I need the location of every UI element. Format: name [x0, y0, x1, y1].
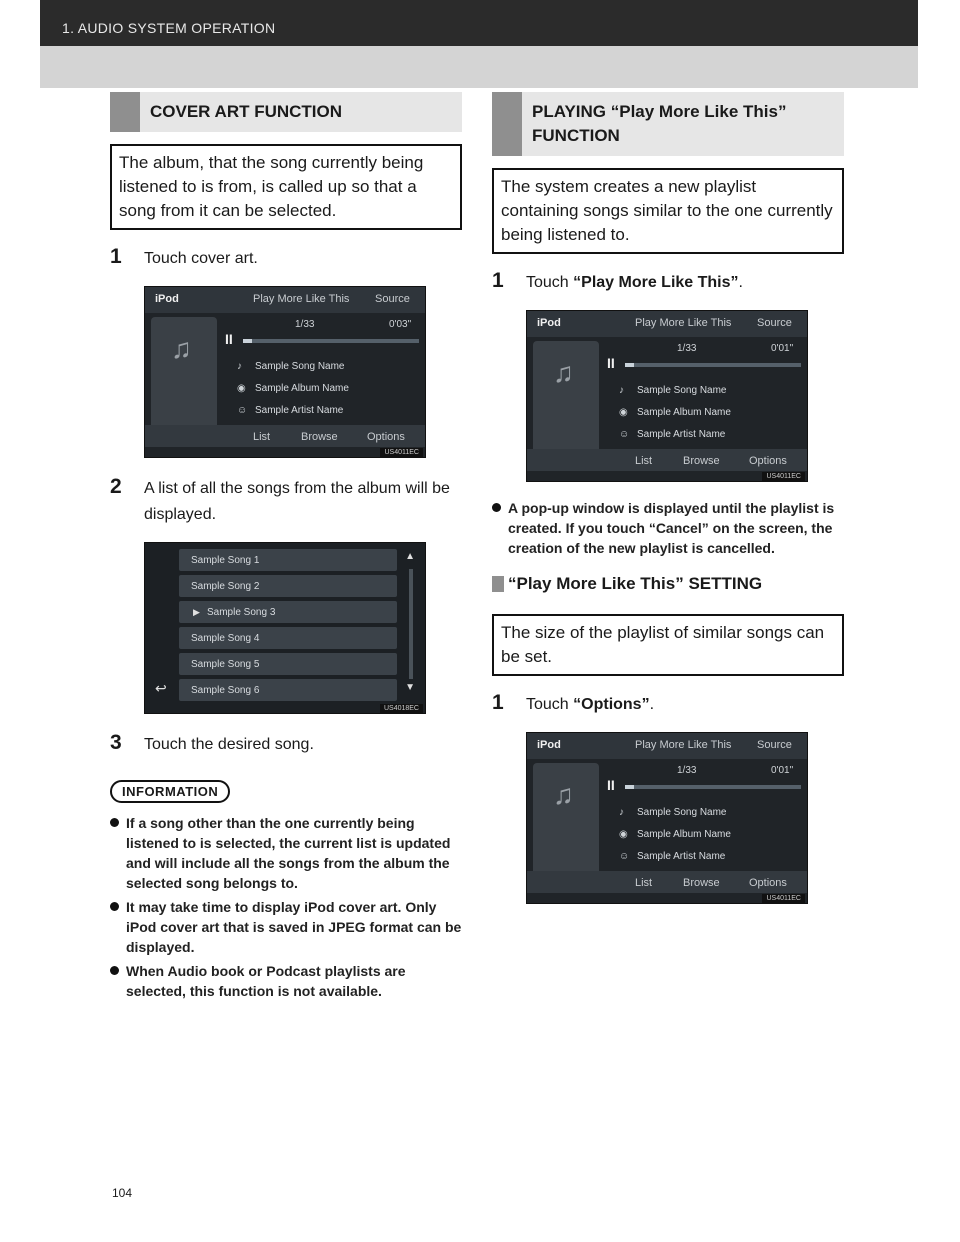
artist-icon: ☺ [619, 429, 630, 440]
bullet-text-post: on the screen, the creation of the new playlist is cancelled. [508, 520, 833, 556]
step-text [526, 692, 654, 718]
back-icon[interactable]: ↩ [155, 680, 167, 696]
source-button[interactable]: Source [375, 293, 410, 305]
player-screen-2 [526, 310, 808, 482]
step-text [526, 270, 743, 296]
options-button[interactable]: Options [749, 455, 787, 467]
pause-icon[interactable]: II [607, 355, 615, 371]
progress-fill [243, 339, 252, 343]
figure-code: US4011EC [380, 448, 423, 457]
track-number: 1/33 [677, 765, 697, 776]
source-label: iPod [537, 739, 561, 751]
play-more-note [492, 498, 844, 558]
album-name: Sample Album Name [637, 829, 731, 840]
song-icon: ♪ [619, 385, 624, 396]
bullet-dot [110, 966, 119, 975]
setting-subheading [492, 574, 844, 594]
list-item[interactable]: Sample Song 6 [179, 679, 397, 701]
step-2 [110, 474, 462, 528]
step-text: A list of all the songs from the album will be displayed. [144, 480, 450, 523]
artist-name: Sample Artist Name [255, 405, 344, 416]
bullet-text-bold: “Cancel” [648, 520, 709, 536]
step-options [492, 690, 844, 718]
step-text: Touch cover art. [144, 250, 258, 267]
section-title-text: COVER ART FUNCTION [150, 102, 343, 121]
artist-name: Sample Artist Name [637, 851, 726, 862]
source-button[interactable]: Source [757, 317, 792, 329]
step-text-pre: Touch [526, 274, 574, 291]
song-list-screen [144, 542, 426, 714]
progress-fill [625, 363, 634, 367]
section-title-text: PLAYING “Play More Like This” FUNCTION [532, 102, 787, 145]
play-more-button[interactable]: Play More Like This [635, 739, 732, 751]
right-column [492, 92, 844, 904]
left-column [110, 92, 462, 1005]
step-text-post: . [649, 696, 655, 713]
music-note-icon: ♫ [553, 779, 574, 810]
pause-icon[interactable]: II [225, 331, 233, 347]
source-button[interactable]: Source [757, 739, 792, 751]
album-icon: ◉ [619, 407, 628, 418]
player-screen-1 [144, 286, 426, 458]
song-icon: ♪ [619, 807, 624, 818]
step-text-post: . [738, 274, 743, 291]
track-number: 1/33 [295, 319, 315, 330]
bullet-item [110, 961, 462, 1001]
song-name: Sample Song Name [255, 361, 345, 372]
list-button[interactable]: List [635, 455, 653, 467]
section-title-cover-art [110, 92, 462, 132]
header-shade [40, 46, 918, 88]
album-icon: ◉ [237, 383, 246, 394]
album-name: Sample Album Name [637, 407, 731, 418]
music-note-icon: ♫ [553, 357, 574, 388]
step-3 [110, 730, 462, 758]
information-bullets [110, 813, 462, 1001]
page-header-title: 1. AUDIO SYSTEM OPERATION [62, 20, 276, 36]
song-name: Sample Song Name [637, 807, 727, 818]
section-marker [110, 92, 140, 132]
source-label: iPod [155, 293, 179, 305]
browse-button[interactable]: Browse [683, 455, 720, 467]
song-name: Sample Song Name [637, 385, 727, 396]
browse-button[interactable]: Browse [683, 877, 720, 889]
list-item[interactable]: Sample Song 2 [179, 575, 397, 597]
step-1 [492, 268, 844, 296]
figure-code: US4011EC [762, 894, 805, 903]
bullet-dot [492, 503, 501, 512]
progress-bar [625, 363, 801, 367]
step-number: 2 [110, 475, 122, 498]
step-number: 1 [110, 245, 122, 268]
step-text-bold: “Options” [573, 696, 650, 713]
bullet-text: It may take time to display iPod cover art. Only iPod cover art that is saved in JPEG format can be displayed. [126, 899, 462, 955]
list-button[interactable]: List [253, 431, 271, 443]
pause-icon[interactable]: II [607, 777, 615, 793]
progress-fill [625, 785, 634, 789]
elapsed-time: 0'03" [389, 319, 412, 330]
options-button[interactable]: Options [367, 431, 405, 443]
intro-box: The system creates a new playlist containing songs similar to the one currently being listened to. [492, 168, 844, 254]
setting-intro-box: The size of the playlist of similar songs can be set. [492, 614, 844, 676]
playing-icon: ▶ [193, 607, 200, 617]
elapsed-time: 0'01" [771, 343, 794, 354]
track-number: 1/33 [677, 343, 697, 354]
play-more-button[interactable]: Play More Like This [253, 293, 350, 305]
step-number: 1 [492, 269, 504, 292]
source-label: iPod [537, 317, 561, 329]
artist-icon: ☺ [619, 851, 630, 862]
list-item[interactable]: Sample Song 5 [179, 653, 397, 675]
subheading-marker [492, 576, 504, 592]
album-icon: ◉ [619, 829, 628, 840]
bullet-text-pre: A pop-up window is displayed until the playlist is created. If you touch [508, 500, 835, 536]
artist-name: Sample Artist Name [637, 429, 726, 440]
bullet-text: When Audio book or Podcast playlists are selected, this function is not available. [126, 963, 406, 999]
song-icon: ♪ [237, 361, 242, 372]
player-screen-3 [526, 732, 808, 904]
scroll-down-icon[interactable]: ▼ [405, 682, 415, 693]
list-item-playing[interactable]: Sample Song 3 [179, 601, 397, 623]
step-1 [110, 244, 462, 272]
scroll-up-icon[interactable]: ▲ [405, 551, 415, 562]
list-item[interactable]: Sample Song 1 [179, 549, 397, 571]
bullet-dot [110, 818, 119, 827]
elapsed-time: 0'01" [771, 765, 794, 776]
list-item[interactable]: Sample Song 4 [179, 627, 397, 649]
figure-code: US4018EC [380, 704, 423, 713]
page-number: 104 [112, 1186, 133, 1200]
options-button[interactable]: Options [749, 877, 787, 889]
section-marker [492, 92, 522, 156]
subheading-text: “Play More Like This” SETTING [508, 574, 763, 593]
browse-button[interactable]: Browse [301, 431, 338, 443]
step-text-bold: “Play More Like This” [573, 274, 739, 291]
bullet-dot [110, 902, 119, 911]
bullet-item [492, 498, 844, 558]
information-badge: INFORMATION [110, 780, 230, 803]
album-name: Sample Album Name [255, 383, 349, 394]
step-text: Touch the desired song. [144, 736, 314, 753]
scrollbar[interactable] [409, 569, 413, 679]
section-title-play-more [492, 92, 844, 156]
intro-box: The album, that the song currently being listened to is from, is called up so that a song from it can be selected. [110, 144, 462, 230]
step-text-pre: Touch [526, 696, 574, 713]
step-number: 3 [110, 731, 122, 754]
list-button[interactable]: List [635, 877, 653, 889]
figure-code: US4011EC [762, 472, 805, 481]
music-note-icon: ♫ [171, 333, 192, 364]
progress-bar [625, 785, 801, 789]
bullet-text: If a song other than the one currently being listened to is selected, the current list is updated and will include all the songs from the album the selected song belongs to. [126, 815, 451, 891]
bullet-item [110, 897, 462, 957]
artist-icon: ☺ [237, 405, 248, 416]
progress-bar [243, 339, 419, 343]
play-more-button[interactable]: Play More Like This [635, 317, 732, 329]
step-number: 1 [492, 691, 504, 714]
bullet-item [110, 813, 462, 893]
